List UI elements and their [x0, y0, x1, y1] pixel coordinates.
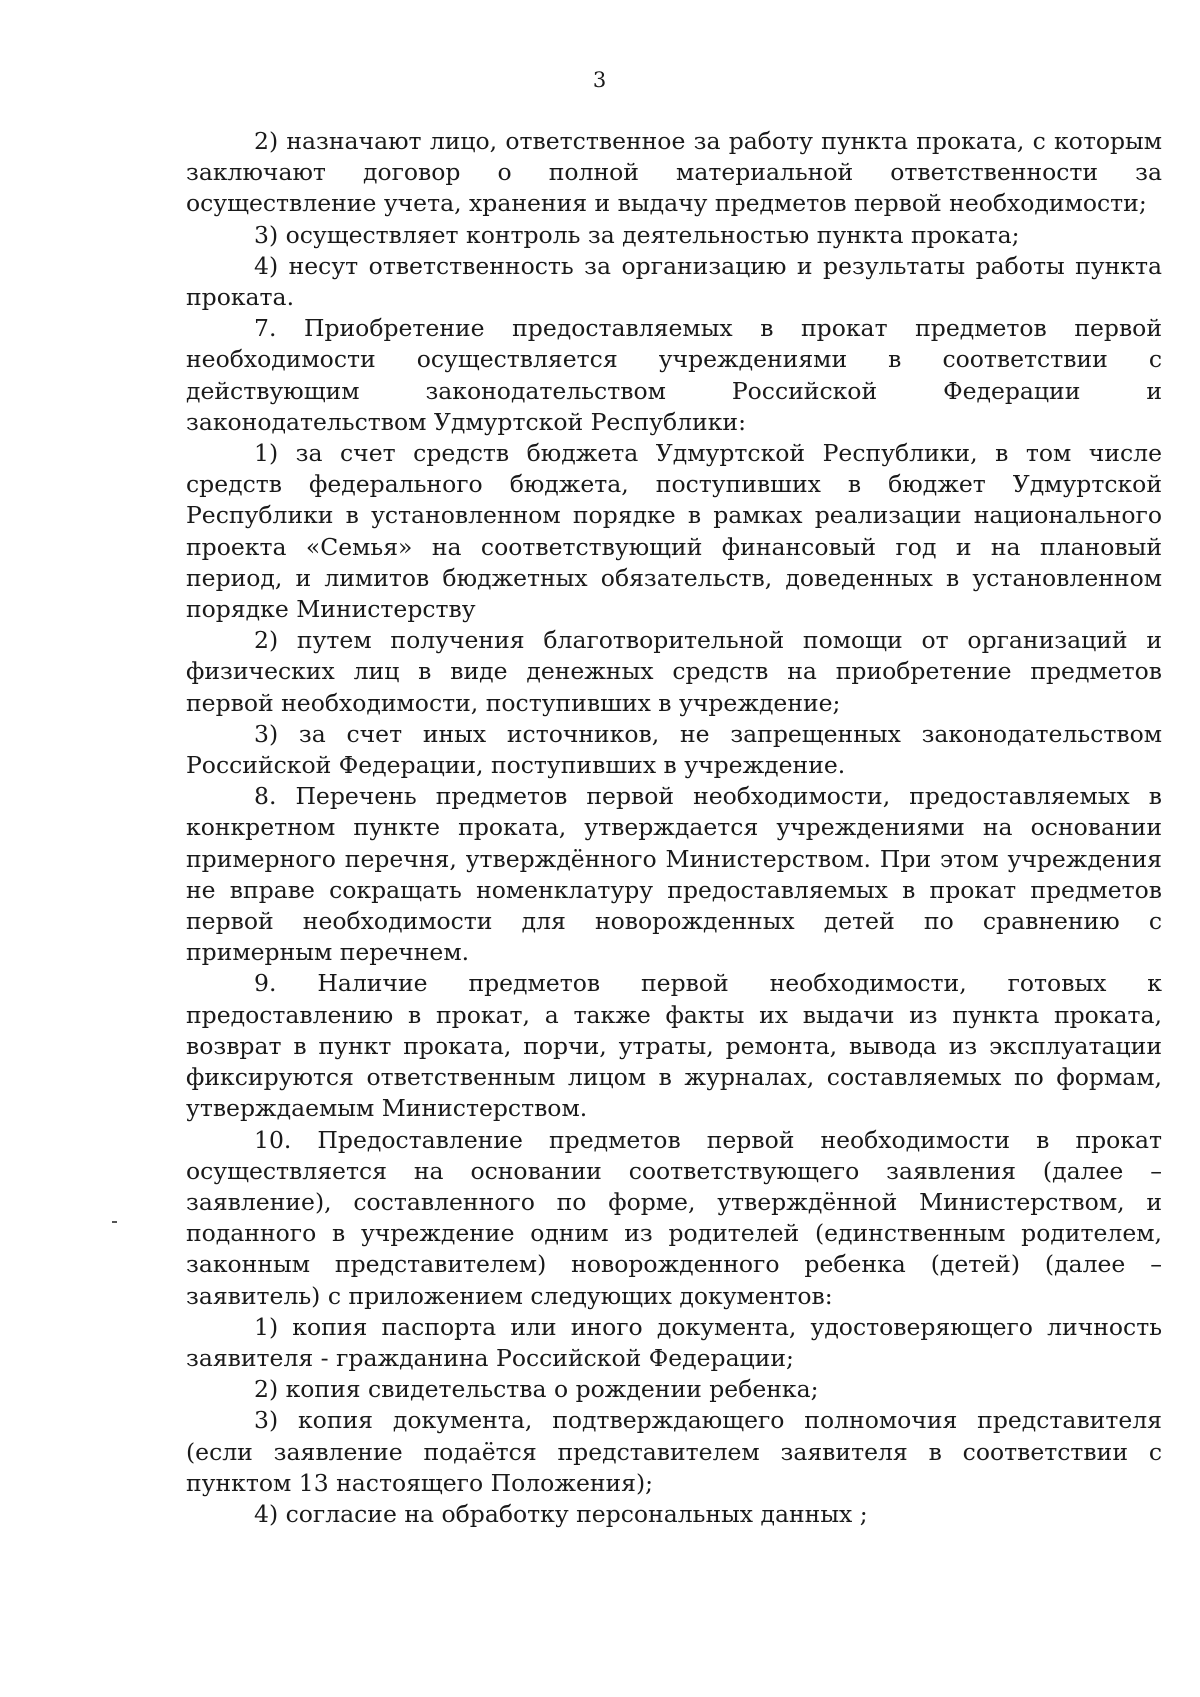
paragraph-section-10-item-3: 3) копия документа, подтверждающего полномочия представителя (если заявление подаётся представителем заявителя в соответствии с пунктом 13 настоящего Положения); [186, 1406, 1162, 1497]
paragraph-section-8: 8. Перечень предметов первой необходимости, предоставляемых в конкретном пункте проката, утверждается учреждениями на основании примерного перечня, утверждённого Министерством. При этом учреждения не вправе сокращать номенклатуру предоставляемых в прокат предметов первой необходимости для новорожденных детей по сравнению с примерным перечнем. [186, 782, 1162, 967]
paragraph-item-2-appoint: 2) назначают лицо, ответственное за работу пункта проката, с которым заключают договор о полной материальной ответственности за осуществление учета, хранения и выдачу предметов первой необходимости; [186, 127, 1162, 218]
paragraph-item-4-responsibility: 4) несут ответственность за организацию и результаты работы пункта проката. [186, 251, 1162, 312]
page-number: 3 [592, 68, 608, 92]
paragraph-section-7: 7. Приобретение предоставляемых в прокат предметов первой необходимости осуществляется учреждениями в соответствии с действующим законодательством Российской Федерации и законодательством Удмуртской Республики: [186, 314, 1162, 436]
paragraph-section-10-item-2: 2) копия свидетельства о рождении ребенка; [254, 1375, 819, 1404]
paragraph-section-9: 9. Наличие предметов первой необходимости, готовых к предоставлению в прокат, а также факты их выдачи из пункта проката, возврат в пункт проката, порчи, утраты, ремонта, вывода из эксплуатации фиксируются ответственным лицом в журналах, составляемых по формам, утверждаемым Министерством. [186, 969, 1162, 1123]
scan-artifact [112, 1221, 117, 1223]
document-body [186, 126, 1162, 1530]
paragraph-section-7-item-1: 1) за счет средств бюджета Удмуртской Республики, в том числе средств федерального бюджета, поступивших в бюджет Удмуртской Республики в установленном порядке в рамках реализации национального проекта «Семья» на соответствующий финансовый год и на плановый период, и лимитов бюджетных обязательств, доведенных в установленном порядке Министерству [186, 439, 1162, 624]
paragraph-section-7-item-3: 3) за счет иных источников, не запрещенных законодательством Российской Федерации, поступивших в учреждение. [186, 719, 1162, 780]
paragraph-section-10-item-4: 4) согласие на обработку персональных данных ; [254, 1499, 868, 1528]
paragraph-section-10-item-1: 1) копия паспорта или иного документа, удостоверяющего личность заявителя - гражданина Российской Федерации; [186, 1312, 1162, 1372]
paragraph-section-7-item-2: 2) путем получения благотворительной помощи от организаций и физических лиц в виде денежных средств на приобретение предметов первой необходимости, поступивших в учреждение; [186, 626, 1162, 717]
paragraph-item-3-control: 3) осуществляет контроль за деятельностью пункта проката; [254, 220, 1020, 249]
paragraph-section-10: 10. Предоставление предметов первой необходимости в прокат осуществляется на основании соответствующего заявления (далее – заявление), составленного по форме, утверждённой Министерством, и поданного в учреждение одним из родителей (единственным родителем, законным представителем) новорожденного ребенка (детей) (далее – заявитель) с приложением следующих документов: [186, 1125, 1162, 1310]
